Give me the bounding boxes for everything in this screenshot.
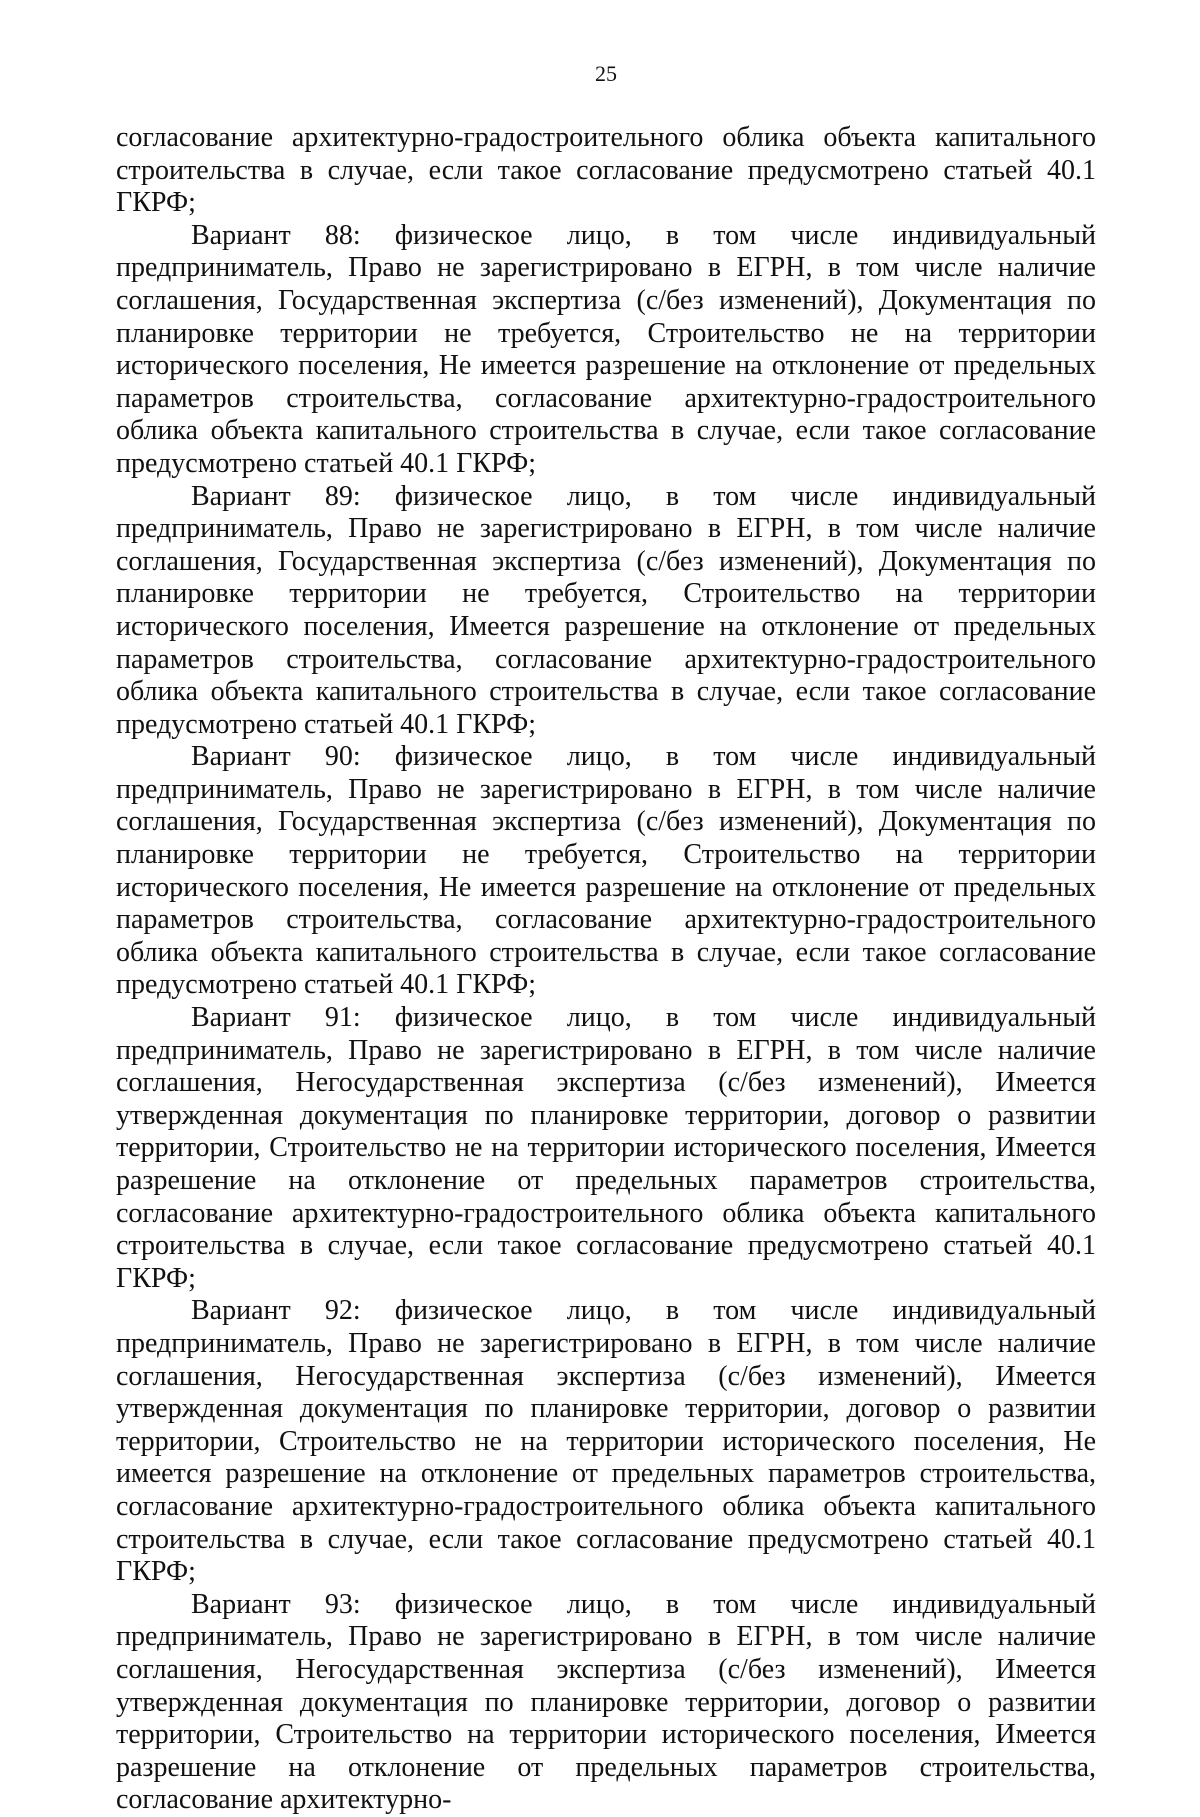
paragraph-variant-88: Вариант 88: физическое лицо, в том числе индивидуальный предприниматель, Право не зарегистрировано в ЕГРН, в том числе наличие соглашения, Государственная экспертиза (с/без изменений), Документация по планировке территории не требуется, Строительство не на территории исторического поселения, Не имеется разрешение на отклонение от предельных параметров строительства, согласование архитектурно-градостроительного облика объекта капитального строительства в случае, если такое согласование предусмотрено статьей 40.1 ГКРФ; — [116, 219, 1096, 479]
paragraph-variant-90: Вариант 90: физическое лицо, в том числе индивидуальный предприниматель, Право не зарегистрировано в ЕГРН, в том числе наличие соглашения, Государственная экспертиза (с/без изменений), Документация по планировке территории не требуется, Строительство на территории исторического поселения, Не имеется разрешение на отклонение от предельных параметров строительства, согласование архитектурно-градостроительного облика объекта капитального строительства в случае, если такое согласование предусмотрено статьей 40.1 ГКРФ; — [116, 741, 1096, 1001]
paragraph-variant-91: Вариант 91: физическое лицо, в том числе индивидуальный предприниматель, Право не зарегистрировано в ЕГРН, в том числе наличие соглашения, Негосударственная экспертиза (с/без изменений), Имеется утвержденная документация по планировке территории, договор о развитии территории, Строительство не на территории исторического поселения, Имеется разрешение на отклонение от предельных параметров строительства, согласование архитектурно-градостроительного облика объекта капитального строительства в случае, если такое согласование предусмотрено статьей 40.1 ГКРФ; — [116, 1002, 1096, 1294]
page-number: 25 — [595, 61, 617, 86]
paragraph-continuation: согласование архитектурно-градостроительного облика объекта капитального строительства в случае, если такое согласование предусмотрено статьей 40.1 ГКРФ; — [116, 122, 1096, 219]
paragraph-variant-92: Вариант 92: физическое лицо, в том числе индивидуальный предприниматель, Право не зарегистрировано в ЕГРН, в том числе наличие соглашения, Негосударственная экспертиза (с/без изменений), Имеется утвержденная документация по планировке территории, договор о развитии территории, Строительство не на территории исторического поселения, Не имеется разрешение на отклонение от предельных параметров строительства, согласование архитектурно-градостроительного облика объекта капитального строительства в случае, если такое согласование предусмотрено статьей 40.1 ГКРФ; — [116, 1295, 1096, 1588]
paragraph-variant-93: Вариант 93: физическое лицо, в том числе индивидуальный предприниматель, Право не зарегистрировано в ЕГРН, в том числе наличие соглашения, Негосударственная экспертиза (с/без изменений), Имеется утвержденная документация по планировке территории, договор о развитии территории, Строительство на территории исторического поселения, Имеется разрешение на отклонение от предельных параметров строительства, согласование архитектурно- — [116, 1588, 1096, 1816]
paragraph-variant-89: Вариант 89: физическое лицо, в том числе индивидуальный предприниматель, Право не зарегистрировано в ЕГРН, в том числе наличие соглашения, Государственная экспертиза (с/без изменений), Документация по планировке территории не требуется, Строительство на территории исторического поселения, Имеется разрешение на отклонение от предельных параметров строительства, согласование архитектурно-градостроительного облика объекта капитального строительства в случае, если такое согласование предусмотрено статьей 40.1 ГКРФ; — [116, 480, 1096, 740]
document-page — [116, 60, 1096, 1817]
